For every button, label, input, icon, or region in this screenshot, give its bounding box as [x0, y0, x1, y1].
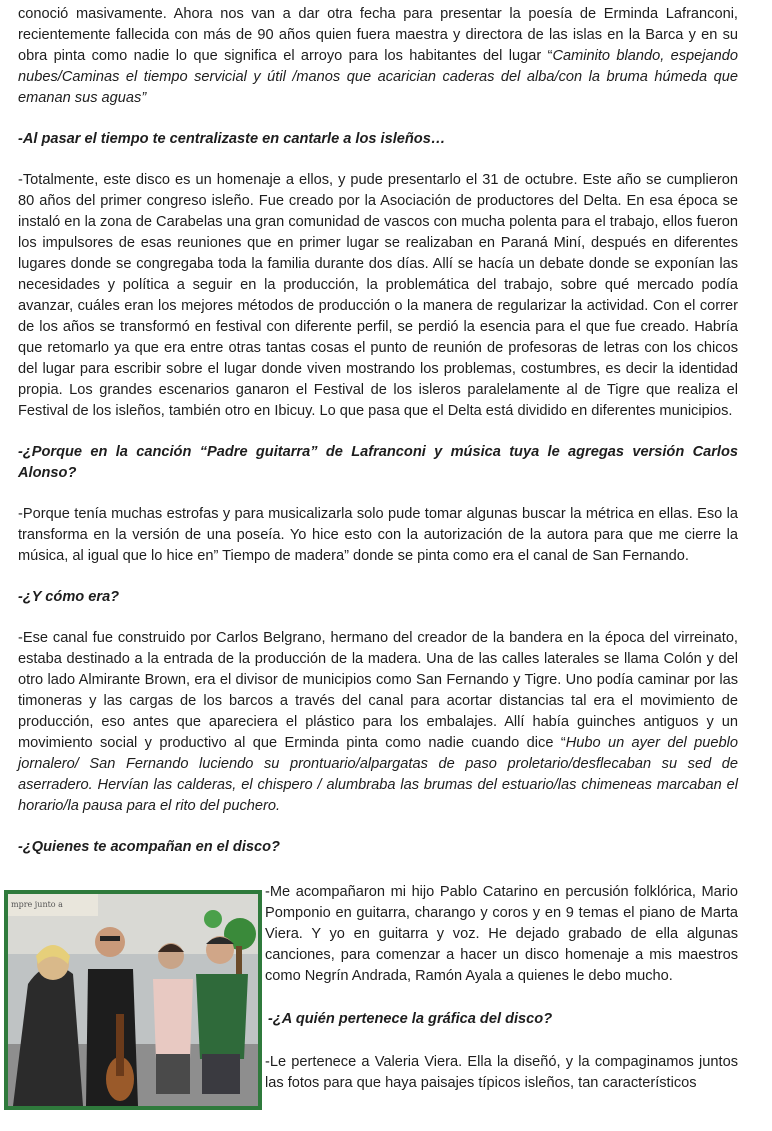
side-column: [265, 882, 738, 1094]
answer-3: [18, 628, 738, 817]
band-photo-image: [8, 894, 258, 1106]
band-photo: [4, 890, 262, 1110]
question-2: -¿Porque en la canción “Padre guitarra” de Lafranconi y música tuya le agregas versión Carlos Alonso?: [18, 444, 738, 481]
answer-3-text: -Ese canal fue construido por Carlos Belgrano, hermano del creador de la bandera en la época del virreinato, estaba destinado a la entrada de la producción de la madera. Una de las calles laterales se llama Colón y del otro lado Almirante Brown, era el divisor de municipios como San Fernando y Tigre. Uno podía caminar por las timoneras y las cargas de los barcos a través del canal para acortar distancias tal era el movimiento de producción, eso antes que apareciera el plástico para los embalajes. Allí había guinches antiguos y un movimiento social y productivo al que Erminda pinta como nadie cuando dice “: [18, 630, 738, 751]
question-1: -Al pasar el tiempo te centralizaste en cantarle a los isleños…: [18, 131, 446, 147]
poem-quote-2: Hubo un ayer del pueblo jornalero/ San Fernando luciendo su prontuario/alpargatas de paso proletario/desflecaban su sed de aserradero. Hervían las calderas, el chispero / alumbraba las brumas del estuario/las chimeneas marcaban el horario/la pausa para el rito del puchero.: [18, 735, 739, 814]
photo-banner-text: mpre junto a: [11, 900, 63, 909]
intro-text: conoció masivamente. Ahora nos van a dar otra fecha para presentar la poesía de Erminda Lafranconi, recientemente fallecida con más de 90 años quien fuera maestra y directora de las islas en la Barca y en su obra pinta como nadie lo que significa el arroyo para los habitantes del lugar “: [18, 6, 738, 64]
question-5: -¿A quién pertenece la gráfica del disco?: [268, 1011, 553, 1027]
question-3: -¿Y cómo era?: [18, 589, 120, 605]
article-body: [18, 4, 738, 858]
answer-1: -Totalmente, este disco es un homenaje a ellos, y pude presentarlo el 31 de octubre. Este año se cumplieron 80 años del primer congreso isleño. Fue creado por la Asociación de productores del Delta. En esa época se instaló en la zona de Carabelas una gran comunidad de vascos con mucha polenta para el trabajo, ellos fueron los impulsores de esas reuniones que en primer lugar se realizaban en Paraná Miní, después en diferentes lugares donde se congregaba toda la familia durante dos días. Allí se hacía un debate donde se exponían las necesidades y política a seguir en la producción, la problemática del trabajo, sobre qué mercado podía avanzar, cuáles eran los mejores métodos de producción o la manera de regularizar la actividad. Con el correr de los años se transformó en festival con diferente perfil, se perdió la esencia para el que fue creado. Habría que retomarlo ya que era entre otras tantas cosas el punto de reunión de profesoras de letras con los chicos del lugar para escribir sobre el lugar donde viven mostrando los problemas, costumbres, es decir la identidad propia. Los grandes escenarios ganaron el Festival de los isleros paralelamente al de Tigre que realiza el Festival de los isleños, también otro en Ibicuy. Lo que pasa que el Delta está dividido en diferentes municipios.: [18, 172, 738, 419]
poem-quote: Caminito blando, espejando nubes/Caminas el tiempo servicial y útil /manos que acarician caderas del alba/con la bruma húmeda que emanan sus aguas”: [18, 48, 738, 106]
answer-2: -Porque tenía muchas estrofas y para musicalizarla solo pude tomar algunas buscar la métrica en ellas. Eso la transforma en la versión de una poseía. Yo hice esto con la autorización de la autora para que me cierre la música, al igual que lo hice en” Tiempo de madera” donde se pinta como era el canal de San Fernando.: [18, 506, 738, 564]
answer-5: -Le pertenece a Valeria Viera. Ella la diseñó, y la compaginamos juntos las fotos para que haya paisajes típicos isleños, tan característicos: [265, 1054, 738, 1091]
question-4: -¿Quienes te acompañan en el disco?: [18, 839, 280, 855]
answer-4: -Me acompañaron mi hijo Pablo Catarino en percusión folklórica, Mario Pomponio en guitarra, charango y coros y en 9 temas el piano de Marta Viera. Y yo en guitarra y voz. He dejado grabado de ella algunas canciones, para comenzar a hacer un disco homenaje a mis maestros como Negrín Andrada, Ramón Ayala a quienes le debo mucho.: [265, 884, 738, 984]
paragraph-intro: [18, 4, 738, 109]
